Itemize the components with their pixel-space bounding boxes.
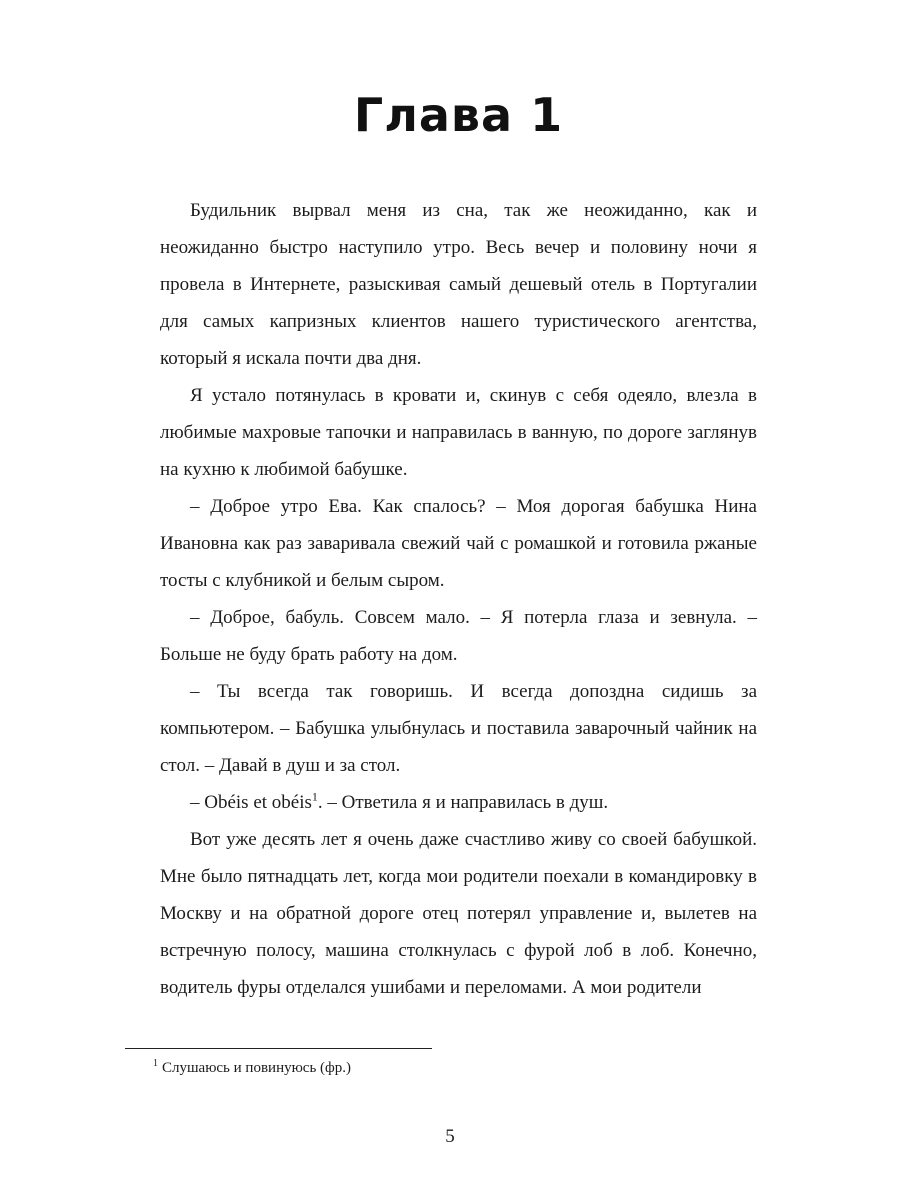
paragraph: Будильник вырвал меня из сна, так же неожиданно, как и неожиданно быстро наступило утро. Весь вечер и половину ночи я провела в Интернете, разыскивая самый дешевый отель в Португалии для самых капризных клиентов нашего туристического агентства, который я искала почти два дня. bbox=[160, 200, 757, 369]
page-body bbox=[160, 192, 757, 1006]
page-number: 5 bbox=[445, 1126, 455, 1147]
footnote-reference-marker: 1 bbox=[311, 789, 318, 804]
footnote-area bbox=[125, 1048, 765, 1078]
text-block bbox=[160, 0, 757, 1006]
paragraph: Вот уже десять лет я очень даже счастливо живу со своей бабушкой. Мне было пятнадцать лет, когда мои родители поехали в командировку в Москву и на обратной дороге отец потерял управление и, вылетев на встречную полосу, машина столкнулась с фурой лоб в лоб. Конечно, водитель фуры отделался ушибами и переломами. А мои родители bbox=[160, 829, 757, 998]
paragraph: – Доброе утро Ева. Как спалось? – Моя дорогая бабушка Нина Ивановна как раз заваривала свежий чай с ромашкой и готовила ржаные тосты с клубникой и белым сыром. bbox=[160, 496, 757, 591]
chapter-title: Глава 1 bbox=[353, 88, 564, 142]
footnote-marker: 1 bbox=[153, 1058, 158, 1069]
paragraph: Я устало потянулась в кровати и, скинув с себя одеяло, влезла в любимые махровые тапочки и направилась в ванную, по дороге заглянув на кухню к любимой бабушке. bbox=[160, 385, 757, 480]
footnote-divider bbox=[125, 1048, 432, 1049]
footnote bbox=[125, 1058, 765, 1078]
paragraph: – Ты всегда так говоришь. И всегда допоздна сидишь за компьютером. – Бабушка улыбнулась и поставила заварочный чайник на стол. – Давай в душ и за стол. bbox=[160, 681, 757, 776]
paragraph: – Доброе, бабуль. Совсем мало. – Я потерла глаза и зевнула. – Больше не буду брать работу на дом. bbox=[160, 607, 757, 665]
paragraph bbox=[160, 784, 757, 821]
paragraph-text: . – Ответила я и направилась в душ. bbox=[317, 792, 609, 813]
paragraph-text: – Obéis et obéis bbox=[190, 792, 312, 813]
footnote-text: Слушаюсь и повинуюсь (фр.) bbox=[162, 1060, 352, 1076]
